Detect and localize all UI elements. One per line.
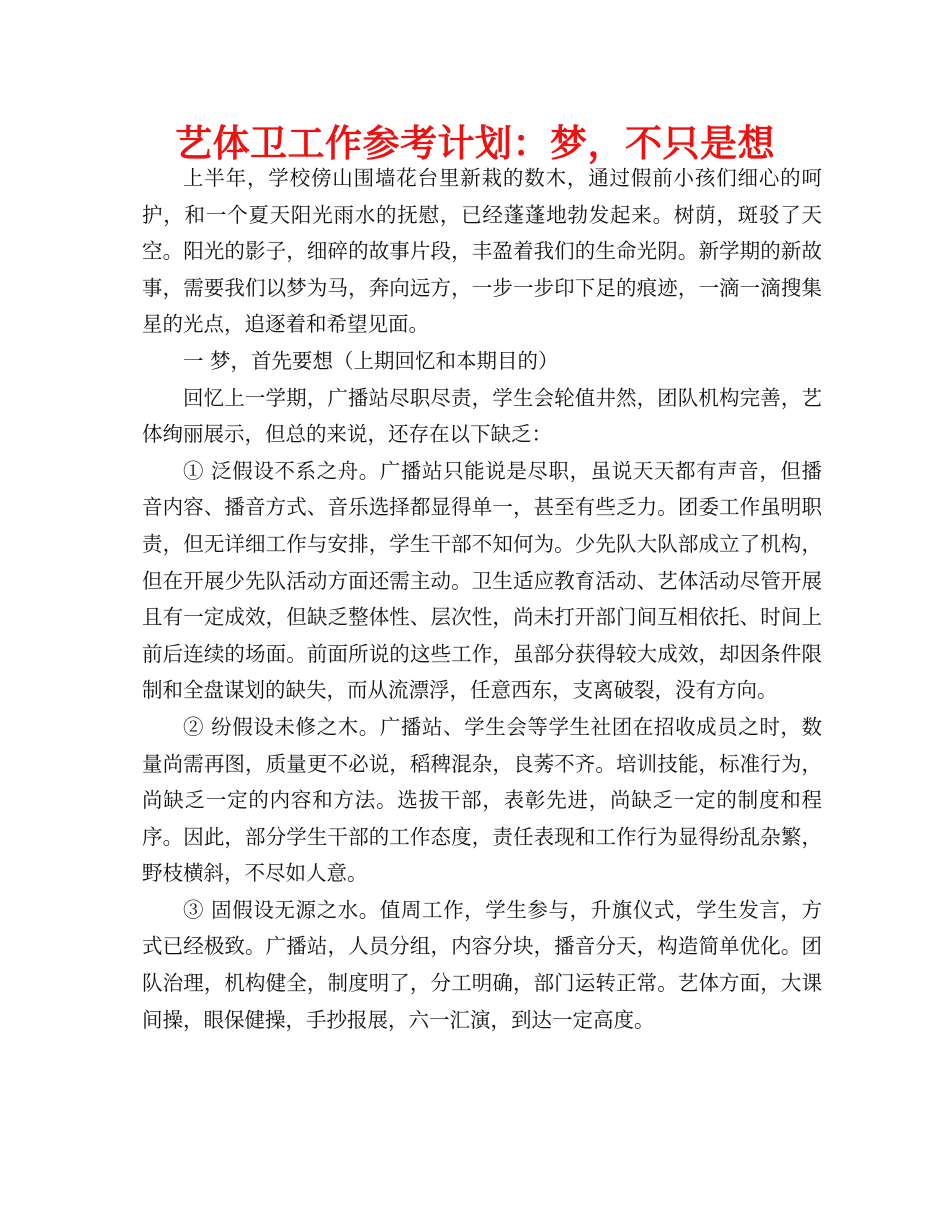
paragraph-review: 回忆上一学期，广播站尽职尽责，学生会轮值井然，团队机构完善，艺体绚丽展示，但总的来说，还存在以下缺乏：: [142, 385, 822, 447]
paragraph-point-2: ② 纷假设未修之木。广播站、学生会等学生社团在招收成员之时，数量尚需再图，质量更不必说，稻稗混杂，良莠不齐。培训技能，标准行为，尚缺乏一定的内容和方法。选拔干部，表彰先进，尚缺乏一定的制度和程序。因此，部分学生干部的工作态度，责任表现和工作行为显得纷乱杂繁，野枝横斜，不尽如人意。: [142, 714, 822, 886]
document-title: 艺体卫工作参考计划：梦，不只是想: [175, 122, 775, 165]
paragraph-point-3: ③ 固假设无源之水。值周工作，学生参与，升旗仪式，学生发言，方式已经极致。广播站，人员分组，内容分块，播音分天，构造简单优化。团队治理，机构健全，制度明了，分工明确，部门运转正常。艺体方面，大课间操，眼保健操，手抄报展，六一汇演，到达一定高度。: [142, 897, 822, 1032]
document-body: [142, 160, 822, 1038]
paragraph-point-1: ① 泛假设不系之舟。广播站只能说是尽职，虽说天天都有声音，但播音内容、播音方式、音乐选择都显得单一，甚至有些乏力。团委工作虽明职责，但无详细工作与安排，学生干部不知何为。少先队大队部成立了机构，但在开展少先队活动方面还需主动。卫生适应教育活动、艺体活动尽管开展且有一定成效，但缺乏整体性、层次性，尚未打开部门间互相依托、时间上前后连续的场面。前面所说的这些工作，虽部分获得较大成效，却因条件限制和全盘谋划的缺失，而从流漂浮，任意西东，支离破裂，没有方向。: [142, 458, 822, 703]
section-heading: 一 梦，首先要想（上期回忆和本期目的）: [183, 348, 559, 373]
paragraph-intro: 上半年，学校傍山围墙花台里新栽的数木，通过假前小孩们细心的呵护，和一个夏天阳光雨水的抚慰，已经蓬蓬地勃发起来。树荫，斑驳了天空。阳光的影子，细碎的故事片段，丰盈着我们的生命光阴。新学期的新故事，需要我们以梦为马，奔向远方，一步一步印下足的痕迹，一滴一滴搜集星的光点，追逐着和希望见面。: [142, 166, 822, 337]
